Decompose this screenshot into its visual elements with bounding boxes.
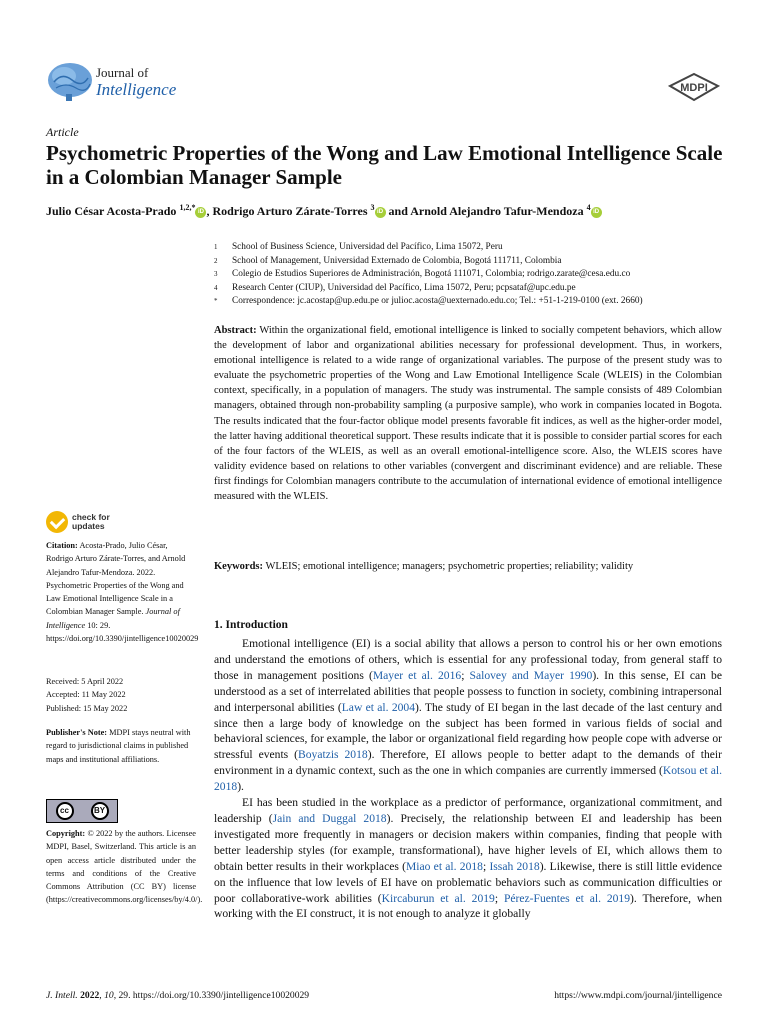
affiliation-item	[214, 241, 734, 255]
affiliation-item	[214, 295, 734, 309]
abstract-text: Within the organizational field, emotional intelligence is linked to socially competent behaviors, which allow the development of labor and organizational abilities necessary for professional development. Thus, in workers, emotional intelligence is related to a wide range of organizational variables. The purpose of the present study was to evaluate the psychometric properties of the Wong and Law Emotional Intelligence Scale (WLEIS) in the Colombian context, specifically, in a population of managers. The study was instrumental. The sample consists of 489 Colombian managers, obtained through non-probability sampling (a purposive sample), who work in companies located in Bogota. The results indicated that the four-factor oblique model presents favorable fit indices, as well as the higher-order model, the latter having additional theoretical support. These results indicate that it is possible to consider partial scores for each of the four factors of the WLEIS, as well as an overall emotional-intelligence score. Also, the WLEIS scores have validity evidence based on relations to other variables (convergent and discriminant evidence) and are reliable. These first findings for Colombian managers contribute to the accumulation of international evidence of emotional intelligence measured with the WLEIS.	[214, 325, 722, 503]
affiliations	[214, 241, 734, 309]
publisher-note	[46, 726, 196, 766]
intro-text: ). Likewise, there is still little evidence on the influence that low levels of EI have on problematic behaviors such as communication difficulties or poor collaborative-work abilities (	[214, 859, 722, 905]
abstract-label: Abstract:	[214, 325, 257, 336]
check-updates-line-1: check for	[72, 512, 110, 522]
citation-label: Citation:	[46, 541, 78, 550]
footer-citation: J. Intell. 2022, 10, 29. https://doi.org/10.3390/jintelligence10020029	[46, 990, 310, 1001]
orcid-icon[interactable]: iD	[375, 207, 386, 218]
citation-journal: Journal of Intelligence	[46, 607, 180, 630]
article-type: Article	[46, 125, 79, 139]
affiliation-text: Research Center (CIUP), Universidad del Pacífico, Lima 15072, Peru; pcpsataf@upc.edu.pe	[232, 282, 576, 293]
citation-link[interactable]: Kotsou et al. 2018	[214, 764, 722, 794]
cc-by-license-icon[interactable]	[46, 799, 118, 823]
check-updates-icon	[46, 511, 68, 533]
intro-text: ). Precisely, the relationship between EI and leadership has been investigated more frequently in managers or decision makers within companies, finding that people with better leadership styles (for example, transformational), have higher levels of EI, which allows them to obtain better results in their workplaces (	[214, 811, 722, 873]
citation-link[interactable]: Salovey and Mayer 1990	[469, 668, 593, 682]
citation-link[interactable]: Pérez-Fuentes et al. 2019	[503, 891, 631, 905]
footer-volume: 10	[104, 990, 114, 1001]
paper-title: Psychometric Properties of the Wong and Law Emotional Intelligence Scale in a Colombian Manager Sample	[46, 141, 723, 189]
author-name[interactable]: Julio César Acosta-Prado	[46, 204, 177, 218]
publisher-note-text: MDPI stays neutral with regard to jurisdictional claims in published maps and institutional affiliations.	[46, 728, 191, 764]
publisher-note-label: Publisher's Note:	[46, 728, 108, 737]
citation-link[interactable]: Mayer et al. 2016	[372, 668, 462, 682]
copyright-label: Copyright:	[46, 829, 86, 838]
footer-year: 2022	[80, 990, 100, 1001]
intro-text: ;	[461, 668, 470, 682]
copyright-block	[46, 827, 203, 907]
accepted-date: Accepted: 11 May 2022	[46, 690, 126, 700]
affiliation-number: *	[214, 297, 218, 305]
affiliation-item	[214, 255, 734, 269]
citation-link[interactable]: Kircaburun et al. 2019	[381, 891, 495, 905]
intro-text: ). Therefore, EI allows people to better adapt to the demands of their environment in a dynamic context, such as the one in which companies are currently immersed (	[214, 748, 722, 778]
affiliation-text: School of Business Science, Universidad del Pacífico, Lima 15072, Peru	[232, 242, 503, 252]
affiliation-number: 3	[214, 270, 218, 278]
citation-doi[interactable]: 10: 29. https://doi.org/10.3390/jintelligence10020029	[46, 620, 199, 644]
intro-text: Emotional intelligence (EI) is a social ability that allows a person to control his or her own emotions and understand the emotions of others, which is essential for any professional today, from general staff to those in management positions (	[214, 637, 722, 682]
keywords	[214, 559, 722, 574]
mdpi-logo-text: MDPI	[680, 82, 708, 94]
affiliation-item	[214, 268, 734, 282]
author-list	[46, 203, 736, 219]
dates-block	[46, 675, 196, 715]
cc-icon: cc	[56, 802, 74, 820]
citation-link[interactable]: Jain and Duggal 2018	[272, 811, 387, 825]
citation-link[interactable]: Law et al. 2004	[341, 700, 416, 714]
correspondence-text: Correspondence: jc.acostap@up.edu.pe or julioc.acosta@uexternado.edu.co; Tel.: +51-1-219-0100 (ext. 2660)	[232, 296, 643, 306]
mdpi-logo-icon	[668, 72, 720, 102]
author-separator: ,	[206, 204, 213, 218]
author-name[interactable]: Arnold Alejandro Tafur-Mendoza	[410, 204, 584, 218]
citation-block	[46, 539, 199, 645]
footer-journal-url[interactable]: https://www.mdpi.com/journal/jintelligence	[554, 990, 722, 1001]
intro-paragraph-1	[214, 636, 722, 795]
copyright-text: © 2022 by the authors. Licensee MDPI, Basel, Switzerland. This article is an open access article distributed under the terms and conditions of the Creative Commons Attribution (CC BY) license (https://creativecommons.org/licenses/by/4.0/).	[46, 829, 203, 905]
citation-link[interactable]: Boyatzis 2018	[298, 748, 368, 762]
author-separator: and	[385, 204, 411, 218]
affiliation-number: 2	[214, 256, 218, 265]
orcid-icon[interactable]: iD	[591, 207, 602, 218]
affiliation-item	[214, 282, 734, 296]
journal-name: Intelligence	[96, 80, 177, 99]
journal-of-label: Journal of	[96, 65, 149, 80]
author-affil-sup: 1,2,*	[179, 203, 196, 212]
abstract	[214, 323, 722, 504]
by-icon: BY	[91, 802, 109, 820]
author-affil-sup: 3	[370, 203, 375, 212]
intro-paragraph-2	[214, 795, 722, 922]
affiliation-number: 1	[214, 243, 218, 251]
intro-text: ). Therefore, when working with the EI construct, it is not enough to analyze it globally	[214, 891, 723, 921]
received-date: Received: 5 April 2022	[46, 677, 124, 686]
footer-doi[interactable]: , 29. https://doi.org/10.3390/jintelligence10020029	[113, 990, 310, 1001]
intro-text: ;	[494, 891, 504, 905]
introduction-body	[214, 636, 722, 922]
journal-brain-logo-icon	[46, 60, 94, 102]
intro-text: ;	[482, 859, 490, 873]
published-date: Published: 15 May 2022	[46, 703, 128, 713]
intro-text: EI has been studied in the workplace as a predictor of performance, organizational commitment, and leadership (	[214, 796, 722, 825]
citation-link[interactable]: Miao et al. 2018	[405, 859, 483, 873]
check-updates-line-2: updates	[72, 521, 105, 531]
author-name[interactable]: Rodrigo Arturo Zárate-Torres	[212, 204, 368, 218]
affiliation-number: 4	[214, 283, 218, 292]
affiliation-text: School of Management, Universidad Externado de Colombia, Bogotá 111711, Colombia	[232, 255, 562, 266]
affiliation-text: Colegio de Estudios Superiores de Administración, Bogotá 111071, Colombia; rodrigo.zarate@cesa.edu.co	[232, 269, 631, 279]
journal-title	[96, 64, 176, 98]
keywords-text: WLEIS; emotional intelligence; managers; psychometric properties; reliability; validity	[265, 561, 634, 572]
keywords-label: Keywords:	[214, 561, 263, 572]
section-heading-introduction: 1. Introduction	[214, 619, 288, 631]
citation-text: Acosta-Prado, Julio César, Rodrigo Arturo Zárate-Torres, and Arnold Alejandro Tafur-Mendoza. 2022. Psychometric Properties of the Wong and Law Emotional Intelligence Scale in a Colombian Manager Sample.	[46, 541, 186, 617]
footer-journal-abbr: J. Intell.	[46, 990, 78, 1001]
check-updates-label	[72, 513, 110, 531]
citation-link[interactable]: Issah 2018	[489, 859, 540, 873]
intro-text: ). The study of EI began in the last decade of the last century and since then a large body of knowledge on the subject has been formed in various fields of social and behavioral sciences, for example, the labor or organizational field regarding how people cope with adverse or stressful events (	[214, 700, 722, 762]
author-affil-sup: 4	[586, 203, 591, 212]
orcid-icon[interactable]: iD	[195, 207, 206, 218]
intro-text: ).	[237, 780, 244, 794]
check-for-updates-button[interactable]	[46, 511, 110, 533]
intro-text: ). In this sense, EI can be understood as a set of interrelated abilities that people possess to function in society, combining intrapersonal and interpersonal abilities (	[214, 668, 723, 714]
